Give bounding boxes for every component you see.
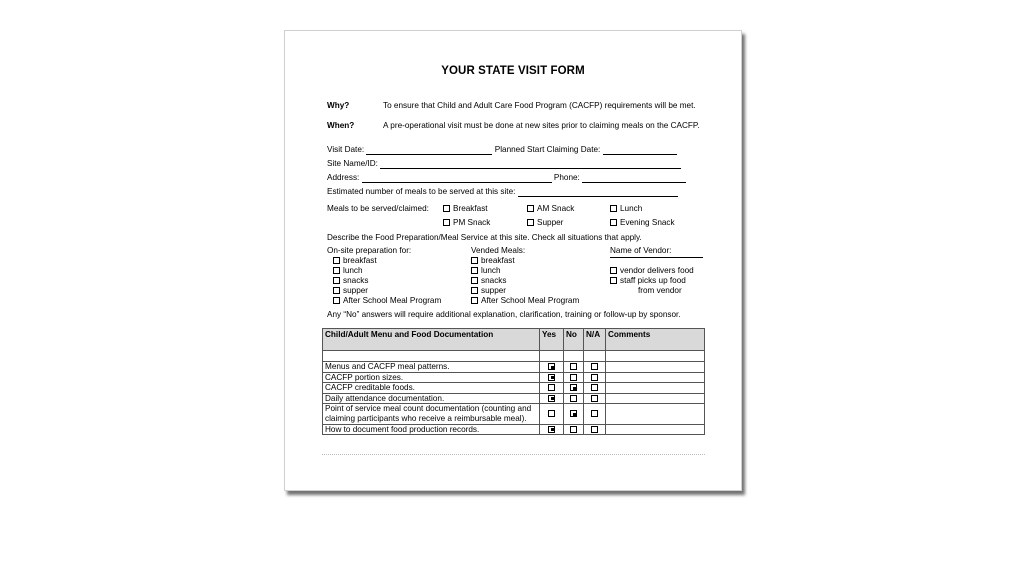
- checkbox[interactable]: [610, 277, 617, 284]
- address-field[interactable]: [362, 174, 552, 183]
- cell-yes: [540, 372, 564, 383]
- row-item-text: Menus and CACFP meal patterns.: [323, 362, 540, 373]
- yes-checkbox[interactable]: [548, 410, 555, 417]
- table-row: [323, 393, 705, 404]
- phone-field[interactable]: [582, 174, 686, 183]
- describe-text: Describe the Food Preparation/Meal Service at this site. Check all situations that apply.: [327, 233, 642, 242]
- site-name-field[interactable]: [380, 160, 681, 169]
- phone-label: Phone:: [553, 173, 580, 182]
- meal-pm-snack[interactable]: PM Snack: [443, 218, 490, 227]
- checkbox[interactable]: [610, 205, 617, 212]
- cell-na: [584, 404, 606, 424]
- staff-picks-up-cont: from vendor: [638, 286, 682, 295]
- cell-no: [564, 362, 584, 373]
- no-checkbox[interactable]: [570, 384, 577, 391]
- table-row: [323, 383, 705, 394]
- meal-breakfast[interactable]: Breakfast: [443, 204, 488, 213]
- cell-no: [564, 404, 584, 424]
- when-label: When?: [327, 121, 355, 130]
- na-checkbox[interactable]: [591, 426, 598, 433]
- table-header-row: [323, 329, 705, 351]
- checkbox[interactable]: [333, 287, 340, 294]
- checkbox[interactable]: [471, 287, 478, 294]
- visit-date-row: [327, 145, 677, 155]
- checkbox[interactable]: [333, 267, 340, 274]
- row-item-text: Point of service meal count documentation (counting and claiming participants who receive a reimbursable meal).: [323, 404, 540, 424]
- address-row: [327, 173, 686, 183]
- meal-am-snack[interactable]: AM Snack: [527, 204, 574, 213]
- cell-no: [564, 372, 584, 383]
- cell-no: [564, 424, 584, 435]
- checkbox[interactable]: [527, 219, 534, 226]
- meal-evening-snack[interactable]: Evening Snack: [610, 218, 675, 227]
- col-yes: Yes: [540, 329, 564, 351]
- cell-no: [564, 383, 584, 394]
- cell-na: [584, 393, 606, 404]
- checkbox[interactable]: [471, 297, 478, 304]
- documentation-table: [322, 328, 705, 435]
- meals-label: Meals to be served/claimed:: [327, 204, 429, 213]
- no-checkbox[interactable]: [570, 374, 577, 381]
- no-answers-note: Any “No” answers will require additional explanation, clarification, training or follow-up by sponsor.: [327, 310, 681, 319]
- cell-no: [564, 393, 584, 404]
- yes-checkbox[interactable]: [548, 384, 555, 391]
- no-checkbox[interactable]: [570, 410, 577, 417]
- cell-yes: [540, 404, 564, 424]
- checkbox[interactable]: [443, 205, 450, 212]
- table-row: [323, 404, 705, 424]
- vendor-delivers-option[interactable]: vendor delivers food: [610, 266, 694, 275]
- why-label: Why?: [327, 101, 350, 110]
- checkbox[interactable]: [527, 205, 534, 212]
- form-title: YOUR STATE VISIT FORM: [441, 65, 585, 77]
- onsite-option[interactable]: supper: [333, 286, 368, 295]
- no-checkbox[interactable]: [570, 426, 577, 433]
- cell-na: [584, 372, 606, 383]
- staff-picks-up-option[interactable]: staff picks up food: [610, 276, 686, 285]
- table-row: [323, 424, 705, 435]
- onsite-option[interactable]: snacks: [333, 276, 368, 285]
- row-item-text: How to document food production records.: [323, 424, 540, 435]
- comments-cell[interactable]: [606, 383, 705, 394]
- comments-cell[interactable]: [606, 424, 705, 435]
- address-label: Address:: [327, 173, 360, 182]
- meal-supper[interactable]: Supper: [527, 218, 563, 227]
- na-checkbox[interactable]: [591, 363, 598, 370]
- cell-yes: [540, 393, 564, 404]
- estimated-meals-field[interactable]: [518, 188, 678, 197]
- checkbox[interactable]: [443, 219, 450, 226]
- yes-checkbox[interactable]: [548, 363, 555, 370]
- vendor-label: Name of Vendor:: [610, 246, 672, 255]
- checkbox[interactable]: [333, 277, 340, 284]
- visit-date-label: Visit Date:: [327, 145, 365, 154]
- col-item: Child/Adult Menu and Food Documentation: [323, 329, 540, 351]
- start-claiming-label: Planned Start Claiming Date:: [494, 145, 601, 154]
- vended-option[interactable]: lunch: [471, 266, 501, 275]
- cell-na: [584, 424, 606, 435]
- vended-option[interactable]: breakfast: [471, 256, 515, 265]
- row-item-text: Daily attendance documentation.: [323, 393, 540, 404]
- col-comments: Comments: [606, 329, 705, 351]
- cell-yes: [540, 383, 564, 394]
- checkbox[interactable]: [610, 219, 617, 226]
- site-name-label: Site Name/ID:: [327, 159, 378, 168]
- no-checkbox[interactable]: [570, 363, 577, 370]
- checkbox[interactable]: [471, 277, 478, 284]
- na-checkbox[interactable]: [591, 384, 598, 391]
- yes-checkbox[interactable]: [548, 395, 555, 402]
- onsite-option[interactable]: breakfast: [333, 256, 377, 265]
- yes-checkbox[interactable]: [548, 426, 555, 433]
- visit-form-page: [284, 30, 742, 491]
- comments-cell[interactable]: [606, 404, 705, 424]
- onsite-label: On-site preparation for:: [327, 246, 412, 255]
- table-row: [323, 372, 705, 383]
- na-checkbox[interactable]: [591, 374, 598, 381]
- start-claiming-field[interactable]: [603, 146, 677, 155]
- vended-option[interactable]: snacks: [471, 276, 506, 285]
- row-item-text: CACFP creditable foods.: [323, 383, 540, 394]
- checkbox[interactable]: [333, 257, 340, 264]
- comments-cell[interactable]: [606, 393, 705, 404]
- cell-na: [584, 383, 606, 394]
- row-item-text: CACFP portion sizes.: [323, 372, 540, 383]
- col-no: No: [564, 329, 584, 351]
- table-spacer-row: [323, 351, 705, 362]
- table-row: [323, 362, 705, 373]
- visit-date-field[interactable]: [366, 146, 492, 155]
- no-checkbox[interactable]: [570, 395, 577, 402]
- cell-yes: [540, 362, 564, 373]
- comments-cell[interactable]: [606, 362, 705, 373]
- onsite-option[interactable]: After School Meal Program: [333, 296, 441, 305]
- checkbox[interactable]: [471, 257, 478, 264]
- estimated-meals-label: Estimated number of meals to be served at this site:: [327, 187, 516, 196]
- checkbox[interactable]: [610, 267, 617, 274]
- yes-checkbox[interactable]: [548, 374, 555, 381]
- estimated-meals-row: [327, 187, 678, 197]
- site-name-row: [327, 159, 681, 169]
- when-text: A pre-operational visit must be done at new sites prior to claiming meals on the CACFP.: [383, 121, 700, 130]
- na-checkbox[interactable]: [591, 410, 598, 417]
- checkbox[interactable]: [471, 267, 478, 274]
- comments-cell[interactable]: [606, 372, 705, 383]
- meal-lunch[interactable]: Lunch: [610, 204, 642, 213]
- col-na: N/A: [584, 329, 606, 351]
- na-checkbox[interactable]: [591, 395, 598, 402]
- vended-label: Vended Meals:: [471, 246, 526, 255]
- page-divider: [322, 454, 705, 455]
- why-text: To ensure that Child and Adult Care Food Program (CACFP) requirements will be met.: [383, 101, 696, 110]
- onsite-option[interactable]: lunch: [333, 266, 363, 275]
- cell-yes: [540, 424, 564, 435]
- vended-option[interactable]: After School Meal Program: [471, 296, 579, 305]
- cell-na: [584, 362, 606, 373]
- vended-option[interactable]: supper: [471, 286, 506, 295]
- checkbox[interactable]: [333, 297, 340, 304]
- vendor-name-field[interactable]: [610, 257, 703, 258]
